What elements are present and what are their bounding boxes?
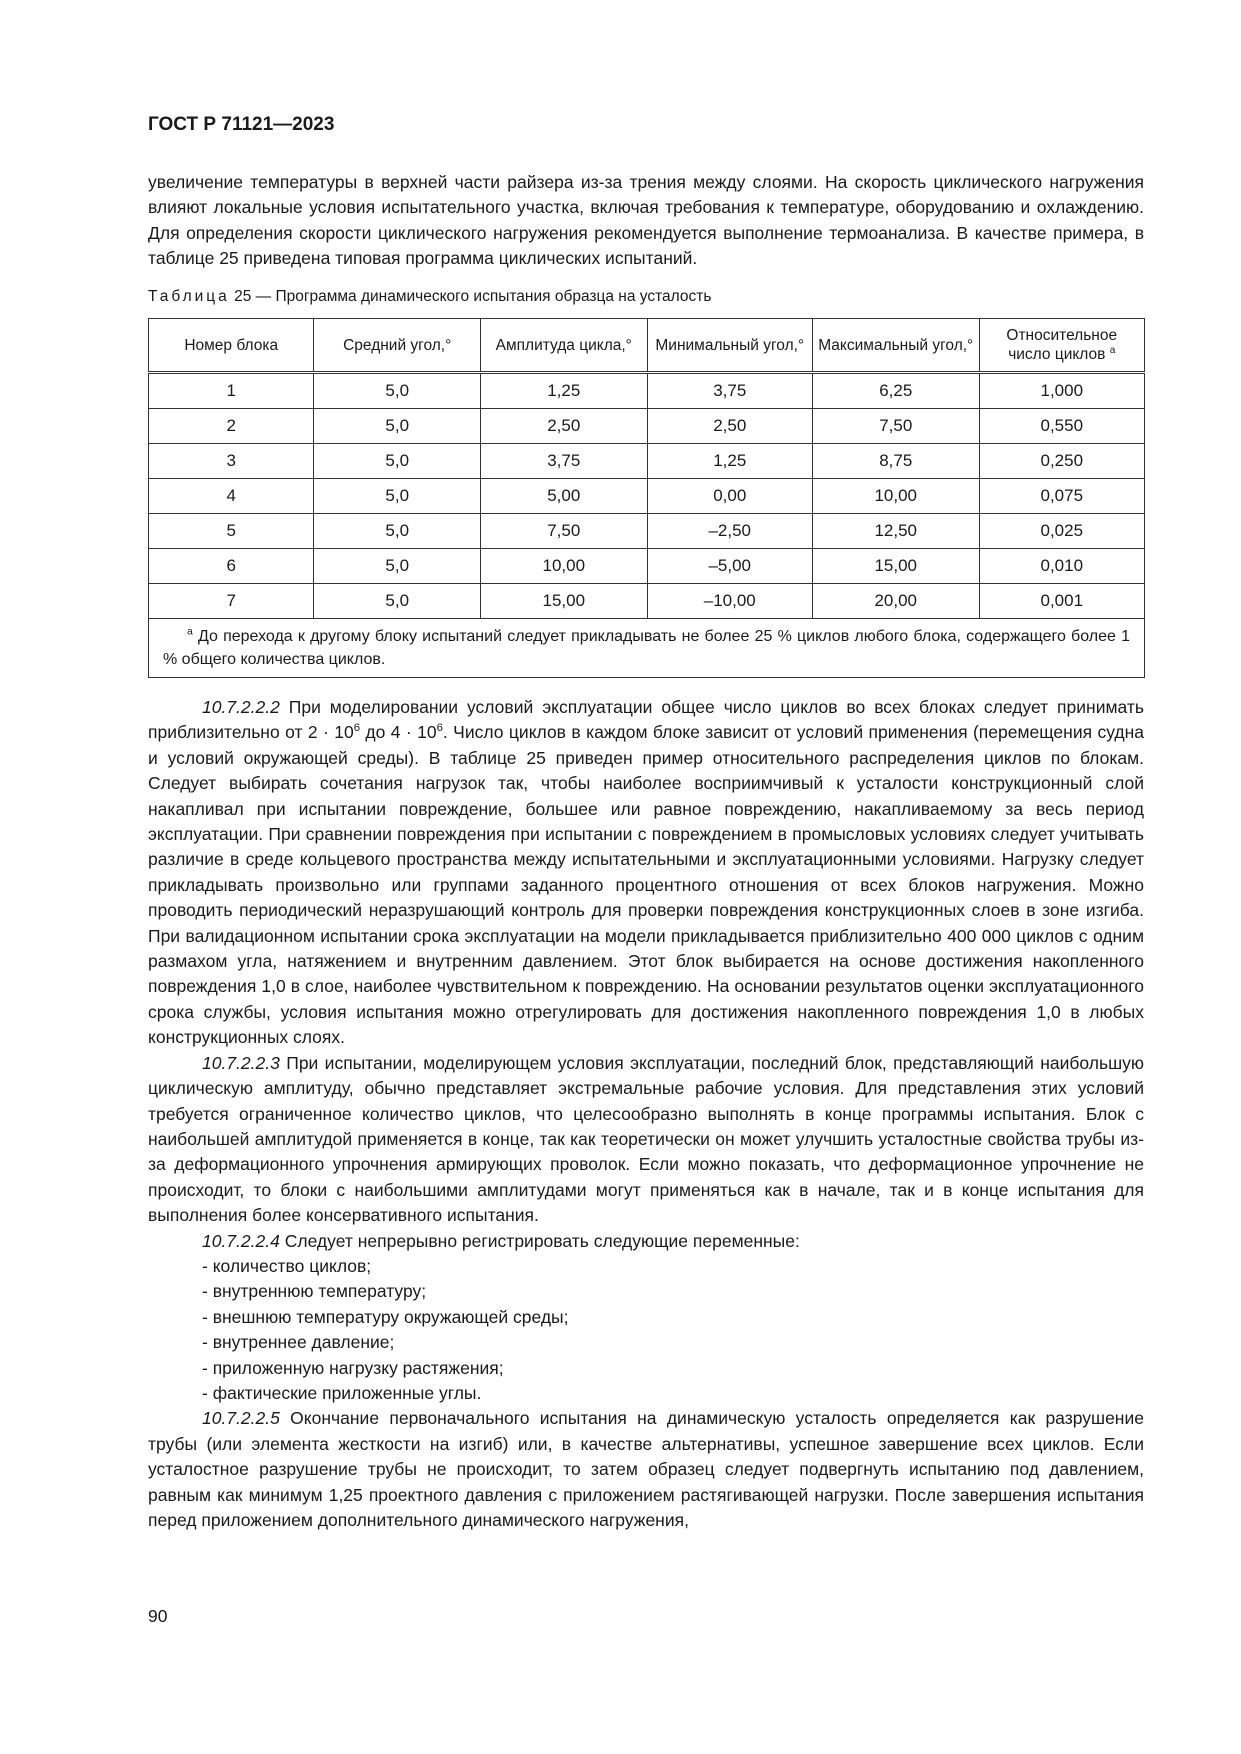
table-row [149,584,1145,619]
table-cell: 7,50 [480,514,647,549]
table-footnote [149,619,1145,678]
table-cell: 20,00 [812,584,979,619]
table-cell: 5,0 [314,584,481,619]
table-cell: 5,0 [314,514,481,549]
clause-number: 10.7.2.2.4 [202,1230,280,1251]
table-cell: 0,010 [979,549,1144,584]
table-row [149,514,1145,549]
table-cell: 0,001 [979,584,1144,619]
table-footnote-row [149,619,1145,678]
table-cell: 5,0 [314,444,481,479]
table-caption-label: Таблица [148,288,230,305]
list-item: - фактические приложенные углы. [202,1382,482,1403]
table-cell: 2,50 [480,409,647,444]
table-cell: 3,75 [480,444,647,479]
clause-text: Окончание первоначального испытания на динамическую усталость определяется как разрушение трубы (или элемента жесткости на изгиб) или, в качестве альтернативы, успешное завершение всех циклов. Если усталостное разрушение трубы не происходит, то затем образец следует подвергнуть испытанию под давлением, равным как минимум 1,25 проектного давления с приложением растягивающей нагрузки. После завершения испытания перед приложением дополнительного динамического нагружения, [148,1408,1144,1530]
header-mean-angle: Средний угол,° [314,319,481,373]
table-cell: 2 [149,409,314,444]
list-item: - внешнюю температуру окружающей среды; [202,1306,569,1327]
clause-number: 10.7.2.2.2 [202,697,280,717]
table-cell: 6,25 [812,373,979,409]
clause-text: . Число циклов в каждом блоке зависит от условий применения (перемещения судна и условий окружающей среды). В таблице 25 приведен пример относительного распределения циклов по блокам. Следует выбирать сочетания нагрузок так, чтобы наиболее восприимчивый к усталости конструкционный слой накапливал при испытании повреждение, большее или равное повреждению, накапливаемому за весь период эксплуатации. При сравнении повреждения при испытании с повреждением в промысловых условиях следует учитывать различие в среде кольцевого пространства между испытательными и эксплуатационными условиями. Нагрузку следует прикладывать произвольно или группами заданного процентного отношения от всех блоков нагружения. Можно проводить периодический неразрушающий контроль для проверки повреждения конструкционных слоев в зоне изгиба. При валидационном испытании срока эксплуатации на модели прикладывается приблизительно 400 000 циклов с одним размахом угла, натяжением и внутренним давлением. Этот блок выбирается на основе достижения накопленного повреждения 1,0 в слое, наиболее чувствительном к повреждению. На основании результатов оценки эксплуатационного срока службы, условия испытания можно отрегулировать для достижения накопленного повреждения 1,0 в любых конструкционных слоях. [148,722,1144,1048]
header-min-angle: Минимальный угол,° [647,319,812,373]
paragraph-10-7-2-2-3 [148,1051,1144,1229]
table-cell: 7 [149,584,314,619]
table-cell: –2,50 [647,514,812,549]
table-cell: 8,75 [812,444,979,479]
table-cell: 12,50 [812,514,979,549]
list-item: - количество циклов; [202,1255,372,1276]
table-cell: 2,50 [647,409,812,444]
table-cell: 5,00 [480,479,647,514]
table-cell: 1 [149,373,314,409]
table-cell: 3 [149,444,314,479]
list-item: - приложенную нагрузку растяжения; [202,1357,504,1378]
clause-text: Следует непрерывно регистрировать следующие переменные: [284,1230,800,1251]
table-cell: 3,75 [647,373,812,409]
page-number: 90 [148,1606,168,1626]
table-cell: 15,00 [480,584,647,619]
table-cell: 5,0 [314,373,481,409]
footnote-text: До перехода к другому блоку испытаний следует прикладывать не более 25 % циклов любого блока, содержащего более 1 % общего количества циклов. [163,628,1130,668]
header-cycle-amplitude: Амплитуда цикла,° [480,319,647,373]
table-cell: –10,00 [647,584,812,619]
paragraph-10-7-2-2-5 [148,1406,1144,1533]
table-cell: 5,0 [314,479,481,514]
footnote-mark: а [187,626,193,638]
exponent: 6 [353,722,361,735]
table-cell: 10,00 [480,549,647,584]
header-max-angle: Максимальный угол,° [812,319,979,373]
table-cell: 1,25 [480,373,647,409]
table-cell: 0,025 [979,514,1144,549]
intro-paragraph: увеличение температуры в верхней части райзера из-за трения между слоями. На скорость циклического нагружения влияют локальные условия испытательного участка, включая требования к температуре, оборудованию и охлаждению. Для определения скорости циклического нагружения рекомендуется выполнение термоанализа. В качестве примера, в таблице 25 приведена типовая программа циклических испытаний. [148,172,1144,269]
table-cell: 1,000 [979,373,1144,409]
table-cell: 0,00 [647,479,812,514]
table-cell: 4 [149,479,314,514]
clause-number: 10.7.2.2.5 [202,1408,280,1429]
paragraph-10-7-2-2-2 [148,695,1144,1051]
clause-text: При испытании, моделирующем условия эксплуатации, последний блок, представляющий наибольшую циклическую амплитуду, обычно представляет экстремальные рабочие условия. Для представления этих условий требуется ограниченное количество циклов, что целесообразно выполнять в конце программы испытания. Блок с наибольшей амплитудой применяется в конце, так как теоретически он может улучшить усталостные свойства трубы из-за деформационного упрочнения армирующих проволок. Если можно показать, что деформационное упрочнение не происходит, то блоки с наибольшими амплитудами могут применяться как в начале, так и в конце испытания для выполнения более консервативного испытания. [148,1052,1144,1226]
table-caption [148,288,711,306]
table-cell: 7,50 [812,409,979,444]
table-row [149,409,1145,444]
table-caption-text: 25 — Программа динамического испытания образца на усталость [234,288,712,305]
table-cell: 15,00 [812,549,979,584]
table-cell: –5,00 [647,549,812,584]
table-cell: 10,00 [812,479,979,514]
table-header-row [149,319,1145,373]
table-row [149,549,1145,584]
table-row [149,373,1145,409]
clause-text: до 4 · 10 [360,722,437,743]
header-block-number: Номер блока [149,319,314,373]
exponent: 6 [436,722,443,735]
header-relative-cycles [979,319,1144,373]
cycle-program-table [148,318,1145,678]
table-cell: 1,25 [647,444,812,479]
table-row [149,479,1145,514]
header-relative-cycles-label: Относительное число циклов [1006,327,1118,363]
table-cell: 0,075 [979,479,1144,514]
table-cell: 0,250 [979,444,1144,479]
body-text [148,695,1144,1533]
list-item: - внутреннюю температуру; [202,1281,427,1302]
paragraph-10-7-2-2-4 [148,1229,1144,1254]
table-cell: 0,550 [979,409,1144,444]
header-note-mark: а [1109,344,1116,356]
table-cell: 5,0 [314,549,481,584]
list-item: - внутреннее давление; [202,1332,395,1353]
table-cell: 6 [149,549,314,584]
table-row [149,444,1145,479]
document-header: ГОСТ Р 71121—2023 [148,114,335,135]
clause-text: При моделировании условий эксплуатации общее число циклов во всех блоках следует принимать приблизительно от 2 · 10 [148,697,1144,743]
table-cell: 5,0 [314,409,481,444]
table-cell: 5 [149,514,314,549]
clause-number: 10.7.2.2.3 [202,1052,280,1073]
